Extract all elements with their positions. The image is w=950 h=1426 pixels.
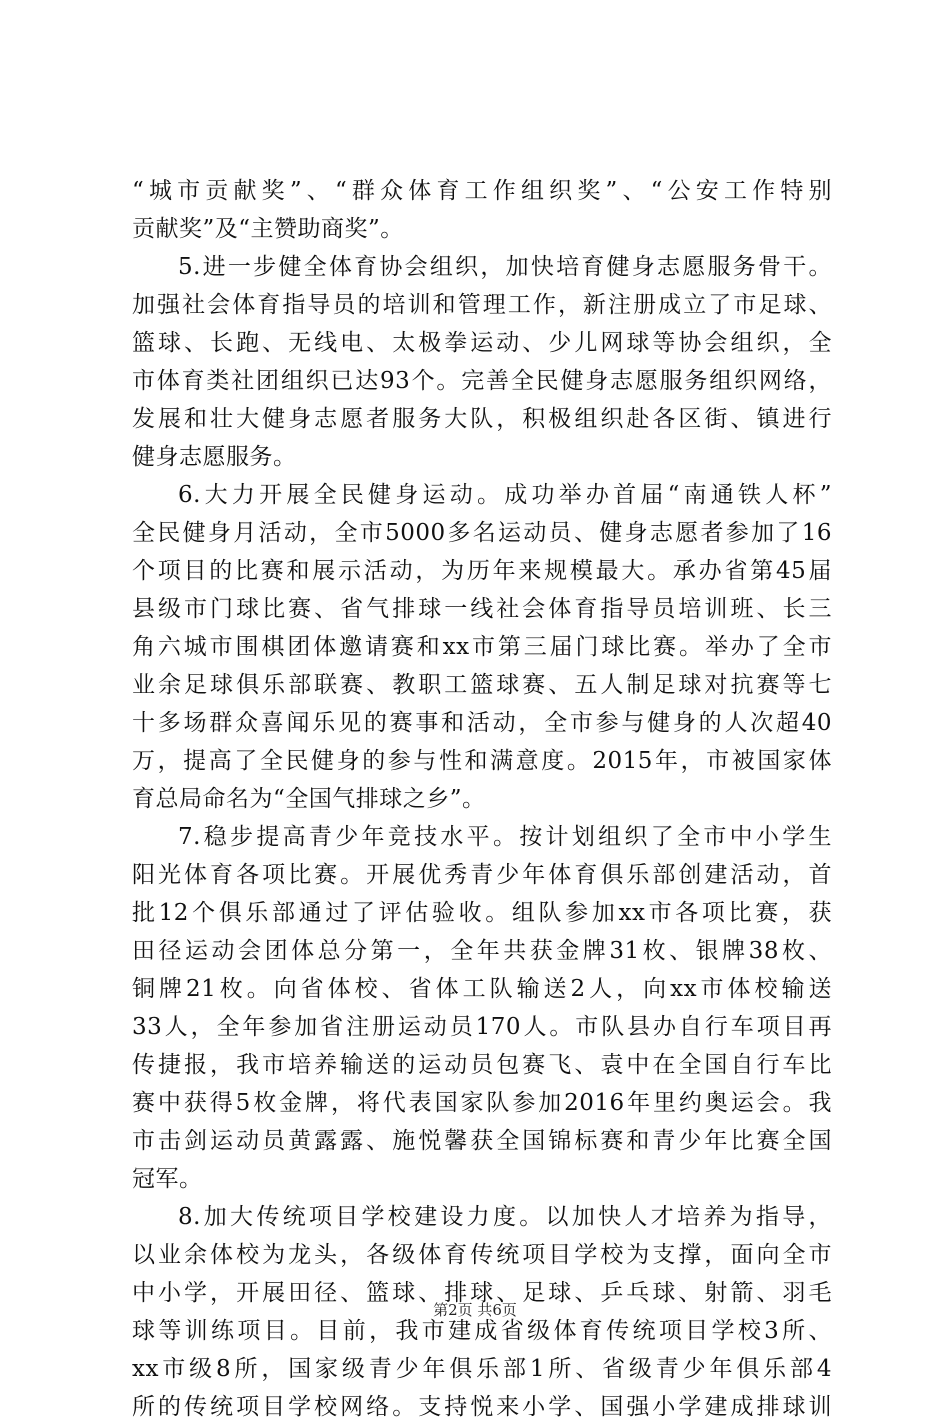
- text-line: 所的传统项目学校网络。支持悦来小学、国强小学建成排球训: [132, 1394, 832, 1420]
- text-line: 十多场群众喜闻乐见的赛事和活动，全市参与健身的人次超40: [132, 710, 832, 736]
- text-line: 6.大力开展全民健身运动。成功举办首届“南通铁人杯”: [178, 482, 832, 508]
- paragraph-p-awards: [132, 172, 832, 248]
- text-line: 市击剑运动员黄露露、施悦馨获全国锦标赛和青少年比赛全国: [132, 1128, 832, 1154]
- text-line: 7.稳步提高青少年竞技水平。按计划组织了全市中小学生: [178, 824, 832, 850]
- paragraph-p5: [132, 248, 832, 476]
- text-line: 发展和壮大健身志愿者服务大队，积极组织赴各区街、镇进行: [132, 406, 832, 432]
- text-line: 角六城市围棋团体邀请赛和xx市第三届门球比赛。举办了全市: [132, 634, 832, 660]
- text-line: 贡献奖”及“主赞助商奖”。: [132, 216, 404, 242]
- text-line: 阳光体育各项比赛。开展优秀青少年体育俱乐部创建活动，首: [132, 862, 832, 888]
- text-line: 业余足球俱乐部联赛、教职工篮球赛、五人制足球对抗赛等七: [132, 672, 832, 698]
- text-line: 铜牌21枚。向省体校、省体工队输送2人，向xx市体校输送: [132, 976, 832, 1002]
- text-line: 健身志愿服务。: [132, 444, 297, 470]
- text-line: 县级市门球比赛、省气排球一线社会体育指导员培训班、长三: [132, 596, 832, 622]
- text-line: xx市级8所，国家级青少年俱乐部1所、省级青少年俱乐部4: [132, 1356, 832, 1382]
- text-line: 球等训练项目。目前，我市建成省级体育传统项目学校3所、: [132, 1318, 832, 1344]
- text-line: 传捷报，我市培养输送的运动员包赛飞、袁中在全国自行车比: [132, 1052, 832, 1078]
- text-line: 8.加大传统项目学校建设力度。以加快人才培养为指导，: [178, 1204, 832, 1230]
- text-line: 5.进一步健全体育协会组织，加快培育健身志愿服务骨干。: [178, 254, 832, 280]
- text-line: 中小学，开展田径、篮球、排球、足球、乒乓球、射箭、羽毛: [132, 1280, 832, 1306]
- page-footer: 第2页 共6页: [433, 1301, 517, 1319]
- text-line: 加强社会体育指导员的培训和管理工作，新注册成立了市足球、: [132, 292, 832, 318]
- text-line: 以业余体校为龙头，各级体育传统项目学校为支撑，面向全市: [132, 1242, 832, 1268]
- text-line: “城市贡献奖”、“群众体育工作组织奖”、“公安工作特别: [132, 178, 832, 204]
- text-line: 市体育类社团组织已达93个。完善全民健身志愿服务组织网络，: [132, 368, 832, 394]
- paragraph-p7: [132, 818, 832, 1198]
- text-line: 冠军。: [132, 1166, 203, 1192]
- text-line: 批12个俱乐部通过了评估验收。组队参加xx市各项比赛，获: [132, 900, 832, 926]
- document-body: [132, 172, 832, 1426]
- text-line: 全民健身月活动，全市5000多名运动员、健身志愿者参加了16: [132, 520, 832, 546]
- text-line: 育总局命名为“全国气排球之乡”。: [132, 786, 486, 812]
- text-line: 篮球、长跑、无线电、太极拳运动、少儿网球等协会组织，全: [132, 330, 832, 356]
- text-line: 田径运动会团体总分第一，全年共获金牌31枚、银牌38枚、: [132, 938, 832, 964]
- text-line: 33人，全年参加省注册运动员170人。市队县办自行车项目再: [132, 1014, 832, 1040]
- text-line: 个项目的比赛和展示活动，为历年来规模最大。承办省第45届: [132, 558, 832, 584]
- text-line: 赛中获得5枚金牌，将代表国家队参加2016年里约奥运会。我: [132, 1090, 832, 1116]
- text-line: 万，提高了全民健身的参与性和满意度。2015年，市被国家体: [132, 748, 832, 774]
- paragraph-p6: [132, 476, 832, 818]
